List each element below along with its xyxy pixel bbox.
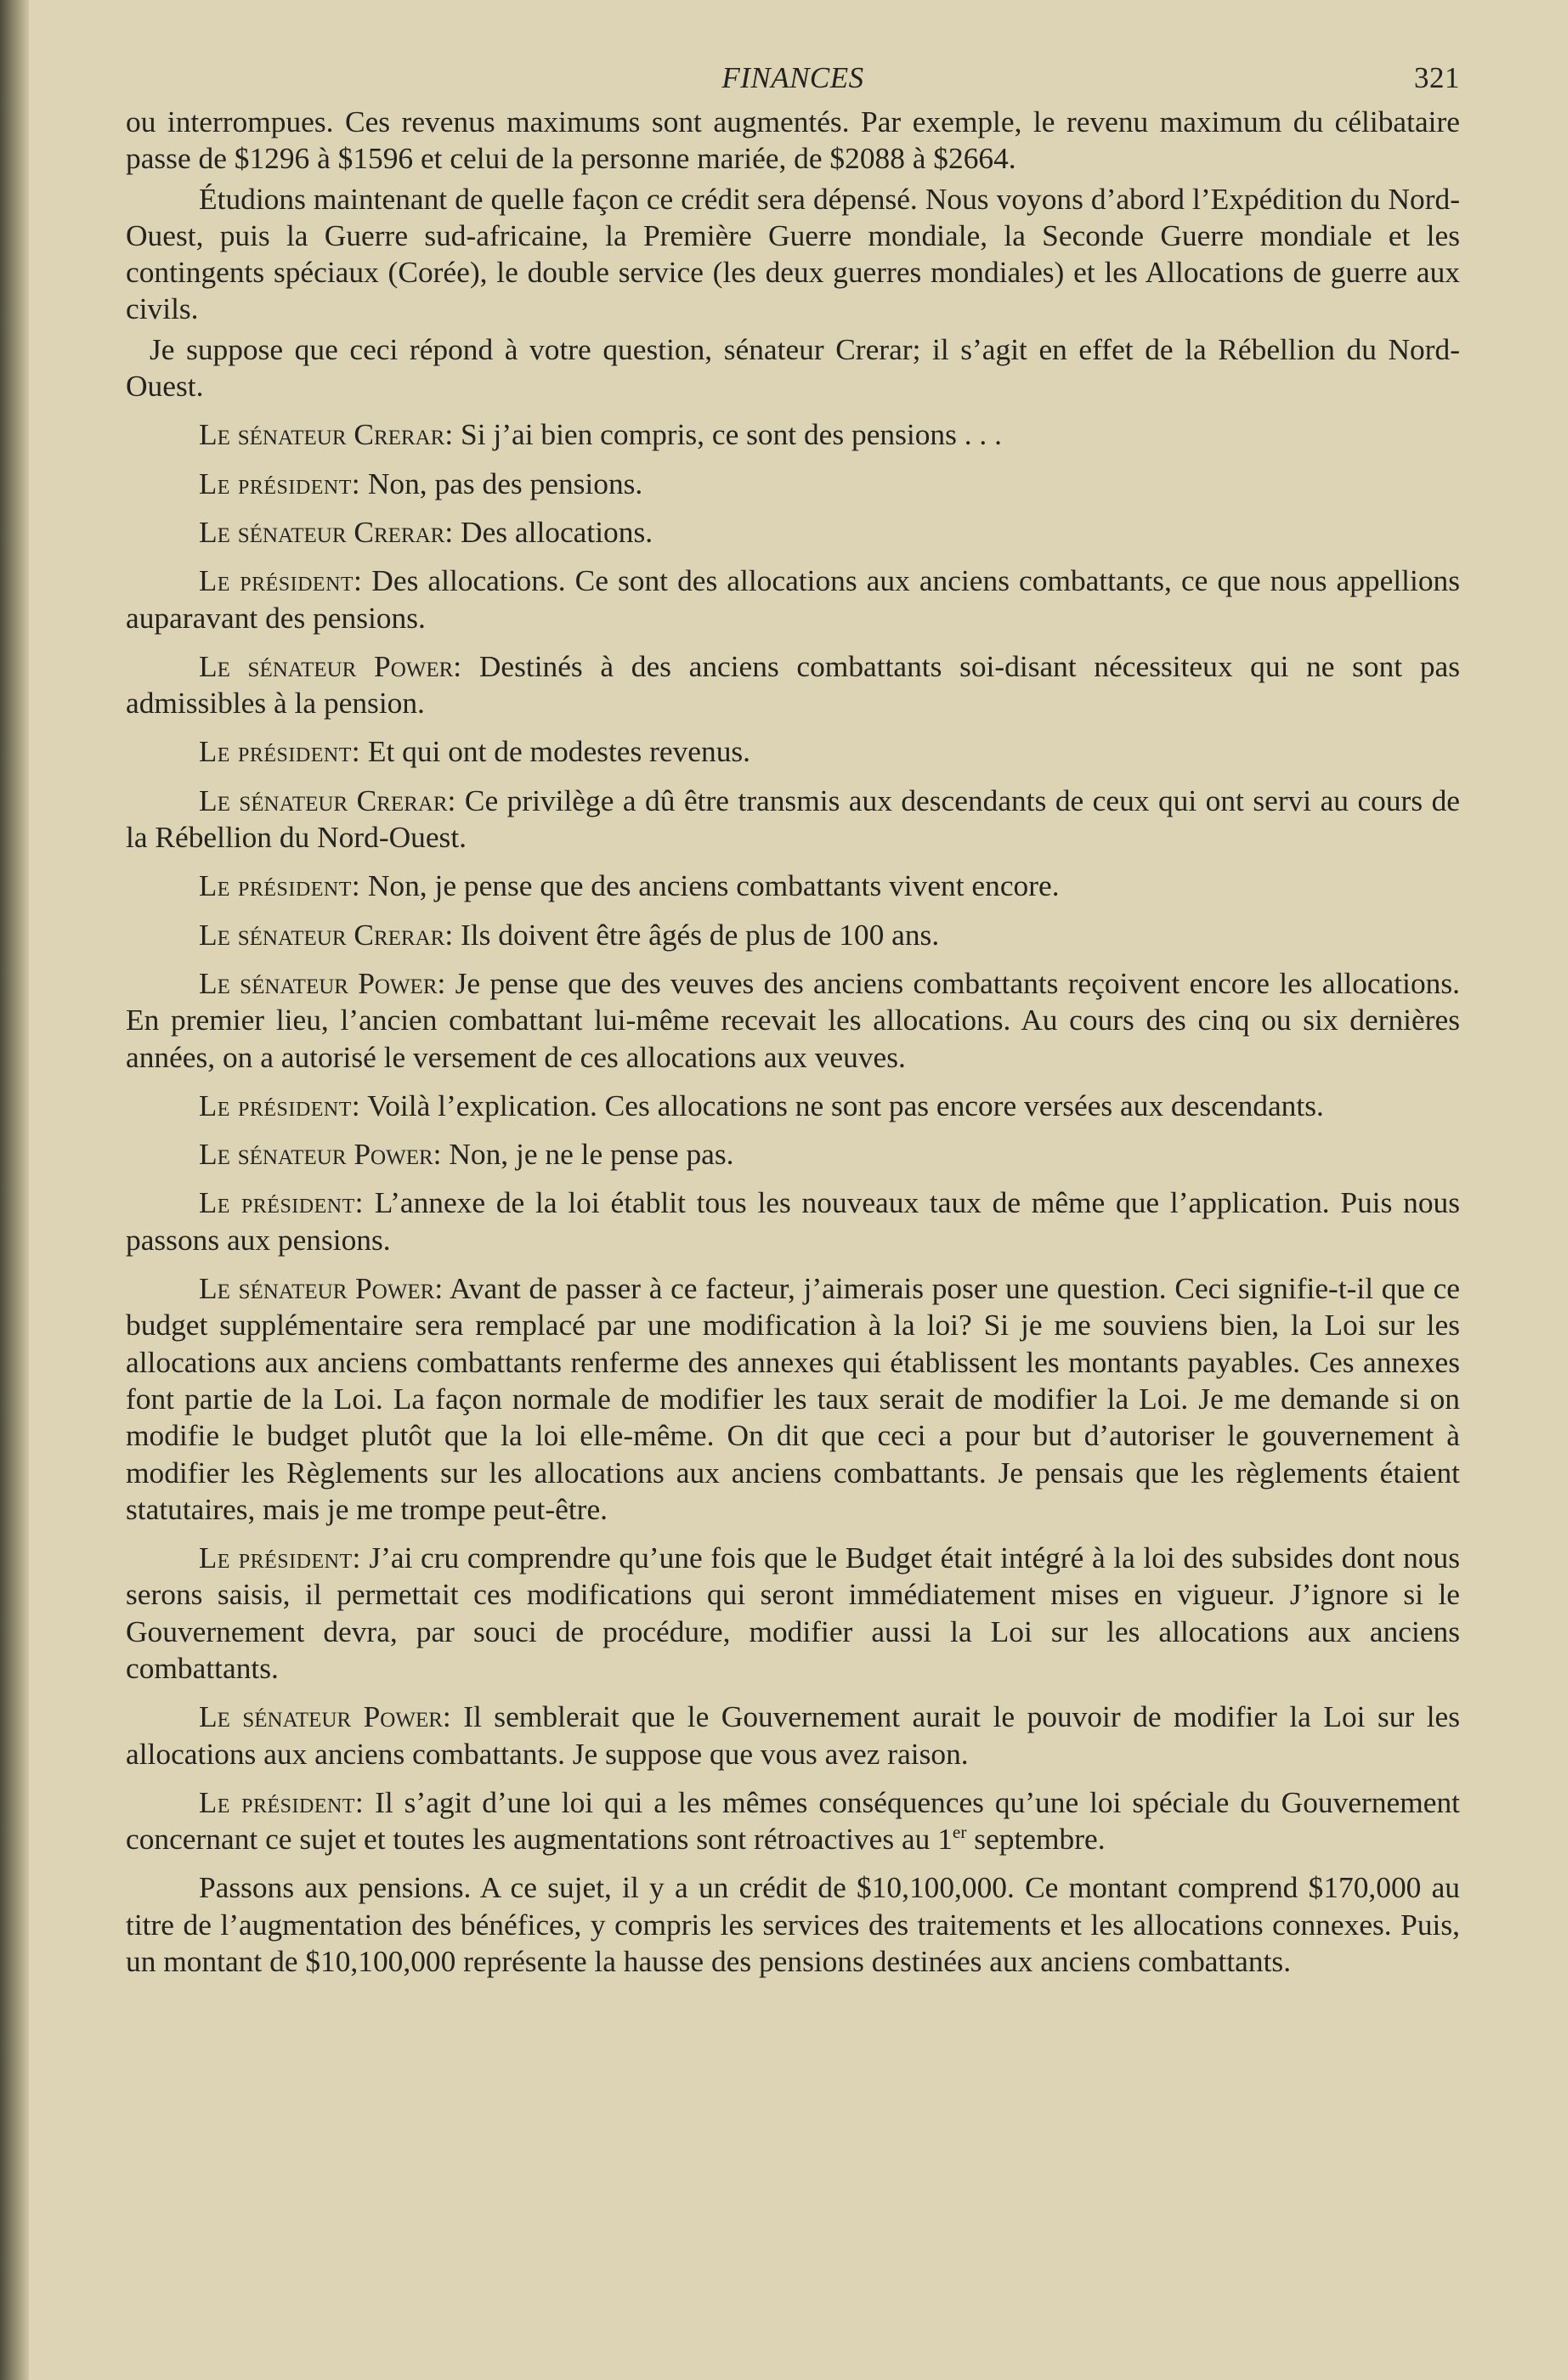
speech-text: Je pense que des veuves des anciens combattants reçoivent encore les allocations. En premier lieu, l’ancien combattant lui-même recevait les allocations. Au cours des cinq ou six dernières années, on a autorisé le versement de ces allocations aux veuves. [126,965,1460,1074]
speech-text: J’ai cru comprendre qu’une fois que le Budget était intégré à la loi des subsides dont nous serons saisis, il permettait ces modifications qui seront immédiatement mises en vigueur. J’ignore si le Gouvernement devra, par souci de procédure, modifier aussi la Loi sur les allocations aux anciens combattants. [126,1540,1460,1685]
speech-paragraph [126,917,1460,953]
body-text [126,104,1460,1980]
speech-text: Des allocations. [461,514,653,549]
paragraph-text: ou interrompues. Ces revenus maximums sont augmentés. Par exemple, le revenu maximum du célibataire passe de $1296 à $1596 et celui de la personne mariée, de $2088 à $2664. [126,105,1460,176]
speech-text-tail: septembre. [966,1822,1106,1857]
speaker-label: Le sénateur Power: [199,1137,442,1172]
speech-text: Si j’ai bien compris, ce sont des pensions . . . [461,417,1002,452]
speech-paragraph [126,965,1460,1076]
speech-text: Il s’agit d’une loi qui a les mêmes conséquences qu’une loi spéciale du Gouvernement concernant ce sujet et toutes les augmentations sont rétroactives au 1 [126,1784,1460,1857]
speech-paragraph [126,1136,1460,1173]
paragraph-text: Étudions maintenant de quelle façon ce crédit sera dépensé. Nous voyons d’abord l’Expédition du Nord-Ouest, puis la Guerre sud-africaine, la Première Guerre mondiale, la Seconde Guerre mondiale et les contingents spéciaux (Corée), le double service (les deux guerres mondiales) et les Allocations de guerre aux civils. [126,181,1460,326]
speaker-label: Le sénateur Power: [199,1271,444,1306]
speech-text: Des allocations. Ce sont des allocations aux anciens combattants, ce que nous appellions auparavant des pensions. [126,563,1460,635]
paragraph [126,331,1460,405]
speech-text: L’annexe de la loi établit tous les nouveaux taux de même que l’application. Puis nous passons aux pensions. [126,1185,1461,1257]
speaker-label: Le président: [199,1541,361,1575]
speaker-label: Le sénateur Power: [199,648,462,683]
speaker-label: Le président: [199,735,360,769]
speech-text: Voilà l’explication. Ces allocations ne sont pas encore versées aux descendants. [367,1088,1324,1122]
speech-text: Ils doivent être âgés de plus de 100 ans. [461,917,940,952]
speech-paragraph [126,1184,1460,1258]
speech-paragraph [126,562,1460,636]
speaker-label: Le sénateur Power: [199,1699,451,1734]
page-header [126,53,1460,104]
paragraph [126,181,1460,328]
speaker-label: Le sénateur Crerar: [199,917,454,952]
speaker-label: Le sénateur Crerar: [199,514,454,549]
speaker-label: Le président: [199,1088,360,1122]
running-head: FINANCES [721,61,864,94]
speech-text: Avant de passer à ce facteur, j’aimerais poser une question. Ceci signifie-t-il que ce budget supplémentaire sera remplacé par une modification à la loi? Si je me souviens bien, la Loi sur les allocations aux anciens combattants renferme des annexes qui établissent les montants payables. Ces annexes font partie de la Loi. La façon normale de modifier les taux serait de modifier la Loi. Je me demande si on modifie le budget plutôt que la loi elle-même. On dit que ceci a pour but d’autoriser le gouvernement à modifier les Règlements sur les allocations aux anciens combattants. Je pensais que les règlements étaient statutaires, mais je me trompe peut-être. [126,1271,1460,1526]
speech-paragraph [126,1270,1460,1528]
speaker-label: Le président: [199,1186,364,1220]
paragraph [126,104,1460,178]
speaker-label: Le sénateur Crerar: [199,417,454,452]
speech-paragraph [126,514,1460,551]
speech-paragraph [126,466,1460,502]
book-gutter-shadow [0,0,29,2380]
paragraph-text: Je suppose que ceci répond à votre question, sénateur Crerar; il s’agit en effet de la Rébellion du Nord-Ouest. [126,331,1460,404]
speech-paragraph [126,1784,1460,1858]
speech-paragraph [126,733,1460,770]
page-number: 321 [1414,61,1460,94]
speech-text: Et qui ont de modestes revenus. [367,734,751,769]
speech-paragraph [126,1540,1460,1687]
speaker-label: Le sénateur Power: [199,965,446,1000]
paragraph-text: Passons aux pensions. A ce sujet, il y a un crédit de $10,100,000. Ce montant comprend $170,000 au titre de l’augmentation des bénéfices, y compris les services des traitements et les allocations connexes. Puis, un montant de $10,100,000 représente la hausse des pensions destinées aux anciens combattants. [126,1870,1460,1979]
superscript: er [952,1822,967,1843]
speech-paragraph [126,868,1460,904]
book-page [126,53,1460,1992]
speech-text: Non, pas des pensions. [367,466,643,500]
speech-text: Il semblerait que le Gouvernement aurait le pouvoir de modifier la Loi sur les allocations aux anciens combattants. Je suppose que vous avez raison. [126,1699,1461,1771]
speaker-label: Le président: [199,1785,365,1819]
speaker-label: Le président: [199,466,360,500]
speech-paragraph [126,1699,1460,1772]
speaker-label: Le président: [199,869,360,903]
paragraph [126,1869,1460,1980]
speech-text: Non, je ne le pense pas. [449,1137,734,1172]
speech-paragraph [126,783,1460,856]
speech-text: Non, je pense que des anciens combattants vivent encore. [367,868,1060,903]
speech-text: Destinés à des anciens combattants soi-disant nécessiteux qui ne sont pas admissibles à la pension. [126,648,1461,721]
speech-paragraph [126,648,1460,722]
speaker-label: Le sénateur Crerar: [199,783,456,817]
speech-text: Ce privilège a dû être transmis aux descendants de ceux qui ont servi au cours de la Rébellion du Nord-Ouest. [126,783,1460,855]
speaker-label: Le président: [199,564,363,598]
speech-paragraph [126,1088,1460,1124]
speech-paragraph [126,416,1460,453]
